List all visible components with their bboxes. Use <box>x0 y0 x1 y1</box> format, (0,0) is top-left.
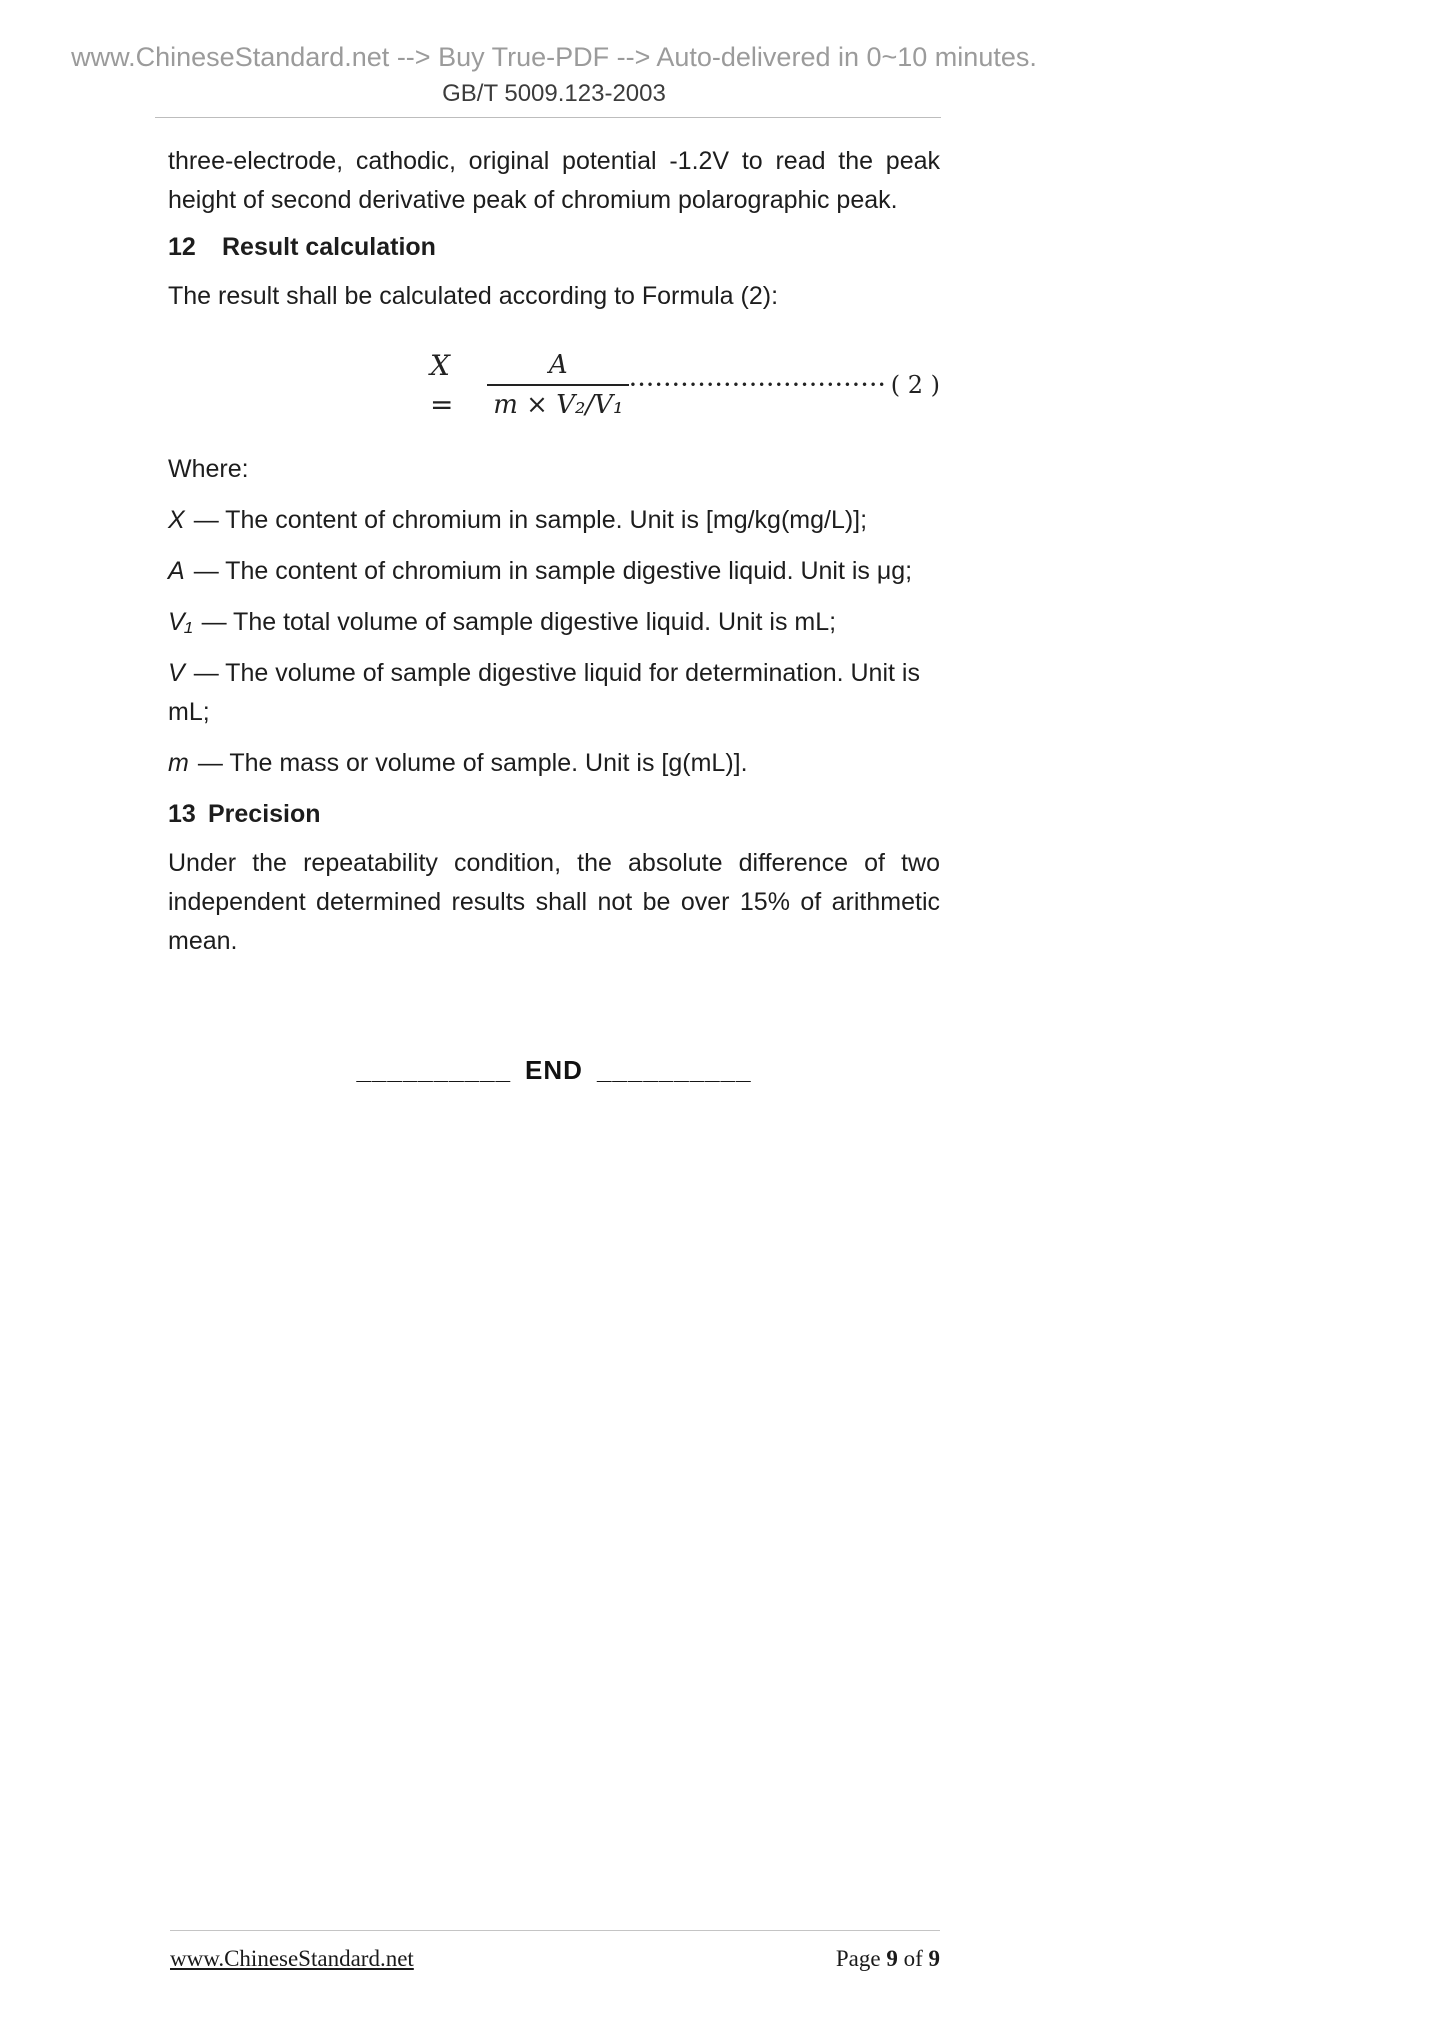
definition-v-text: — The volume of sample digestive liquid for determination. Unit is mL; <box>168 659 920 726</box>
formula-lhs: X = <box>430 349 454 421</box>
header-divider <box>155 117 941 118</box>
intro-paragraph: three-electrode, cathodic, original potential -1.2V to read the peak height of second derivative peak of chromium polarographic peak. <box>168 147 940 214</box>
footer-divider <box>170 1930 940 1931</box>
definition-m <box>168 744 940 783</box>
definition-x <box>168 501 940 540</box>
promo-banner: www.ChineseStandard.net --> Buy True-PDF --> Auto-delivered in 0~10 minutes. <box>71 42 1037 72</box>
page-footer <box>170 1946 940 1972</box>
page-current: 9 <box>886 1946 898 1971</box>
standard-code: GB/T 5009.123-2003 <box>442 80 666 107</box>
lead-paragraph: The result shall be calculated according to Formula (2): <box>168 282 779 310</box>
formula-number: ( 2 ) <box>890 370 940 399</box>
symbol-x: X <box>168 506 185 534</box>
formula-fraction <box>487 349 629 422</box>
page-total: 9 <box>928 1946 940 1971</box>
definition-v <box>168 654 940 732</box>
symbol-v1: V₁ <box>168 608 193 636</box>
where-label: Where: <box>168 455 249 483</box>
definition-v1-text: — The total volume of sample digestive liquid. Unit is mL; <box>201 608 837 636</box>
page-of-word: of <box>903 1946 923 1971</box>
end-marker <box>168 1051 940 1090</box>
precision-paragraph: Under the repeatability condition, the absolute difference of two independent determined results shall not be over 15% of arithmetic mean. <box>168 849 940 955</box>
section-12-title: Result calculation <box>222 233 436 261</box>
definition-v1 <box>168 603 940 642</box>
section-12-heading <box>168 228 940 267</box>
formula-numerator: A <box>487 349 629 387</box>
formula-dots-leader: •••••••••••••••••••••••••••••• <box>629 377 887 392</box>
symbol-m: m <box>168 749 189 777</box>
formula-2 <box>168 346 940 424</box>
symbol-a: A <box>168 557 185 585</box>
footer-site-link[interactable]: www.ChineseStandard.net <box>170 1946 414 1971</box>
section-13-title: Precision <box>208 800 321 828</box>
end-line-right: __________ <box>596 1055 752 1085</box>
symbol-v: V <box>168 659 185 687</box>
definition-a-text: — The content of chromium in sample digestive liquid. Unit is μg; <box>193 557 913 585</box>
formula-denominator: m × V₂/V₁ <box>493 390 624 420</box>
page-word: Page <box>835 1946 881 1971</box>
end-line-left: __________ <box>356 1055 512 1085</box>
section-12-number: 12 <box>168 233 196 261</box>
page-number <box>836 1946 940 1972</box>
definition-x-text: — The content of chromium in sample. Unit is [mg/kg(mg/L)]; <box>193 506 868 534</box>
definition-a <box>168 552 940 591</box>
section-13-heading <box>168 795 940 834</box>
section-13-number: 13 <box>168 800 196 828</box>
end-label: END <box>525 1055 583 1085</box>
document-body <box>168 142 940 1090</box>
definition-m-text: — The mass or volume of sample. Unit is [g(mL)]. <box>197 749 748 777</box>
